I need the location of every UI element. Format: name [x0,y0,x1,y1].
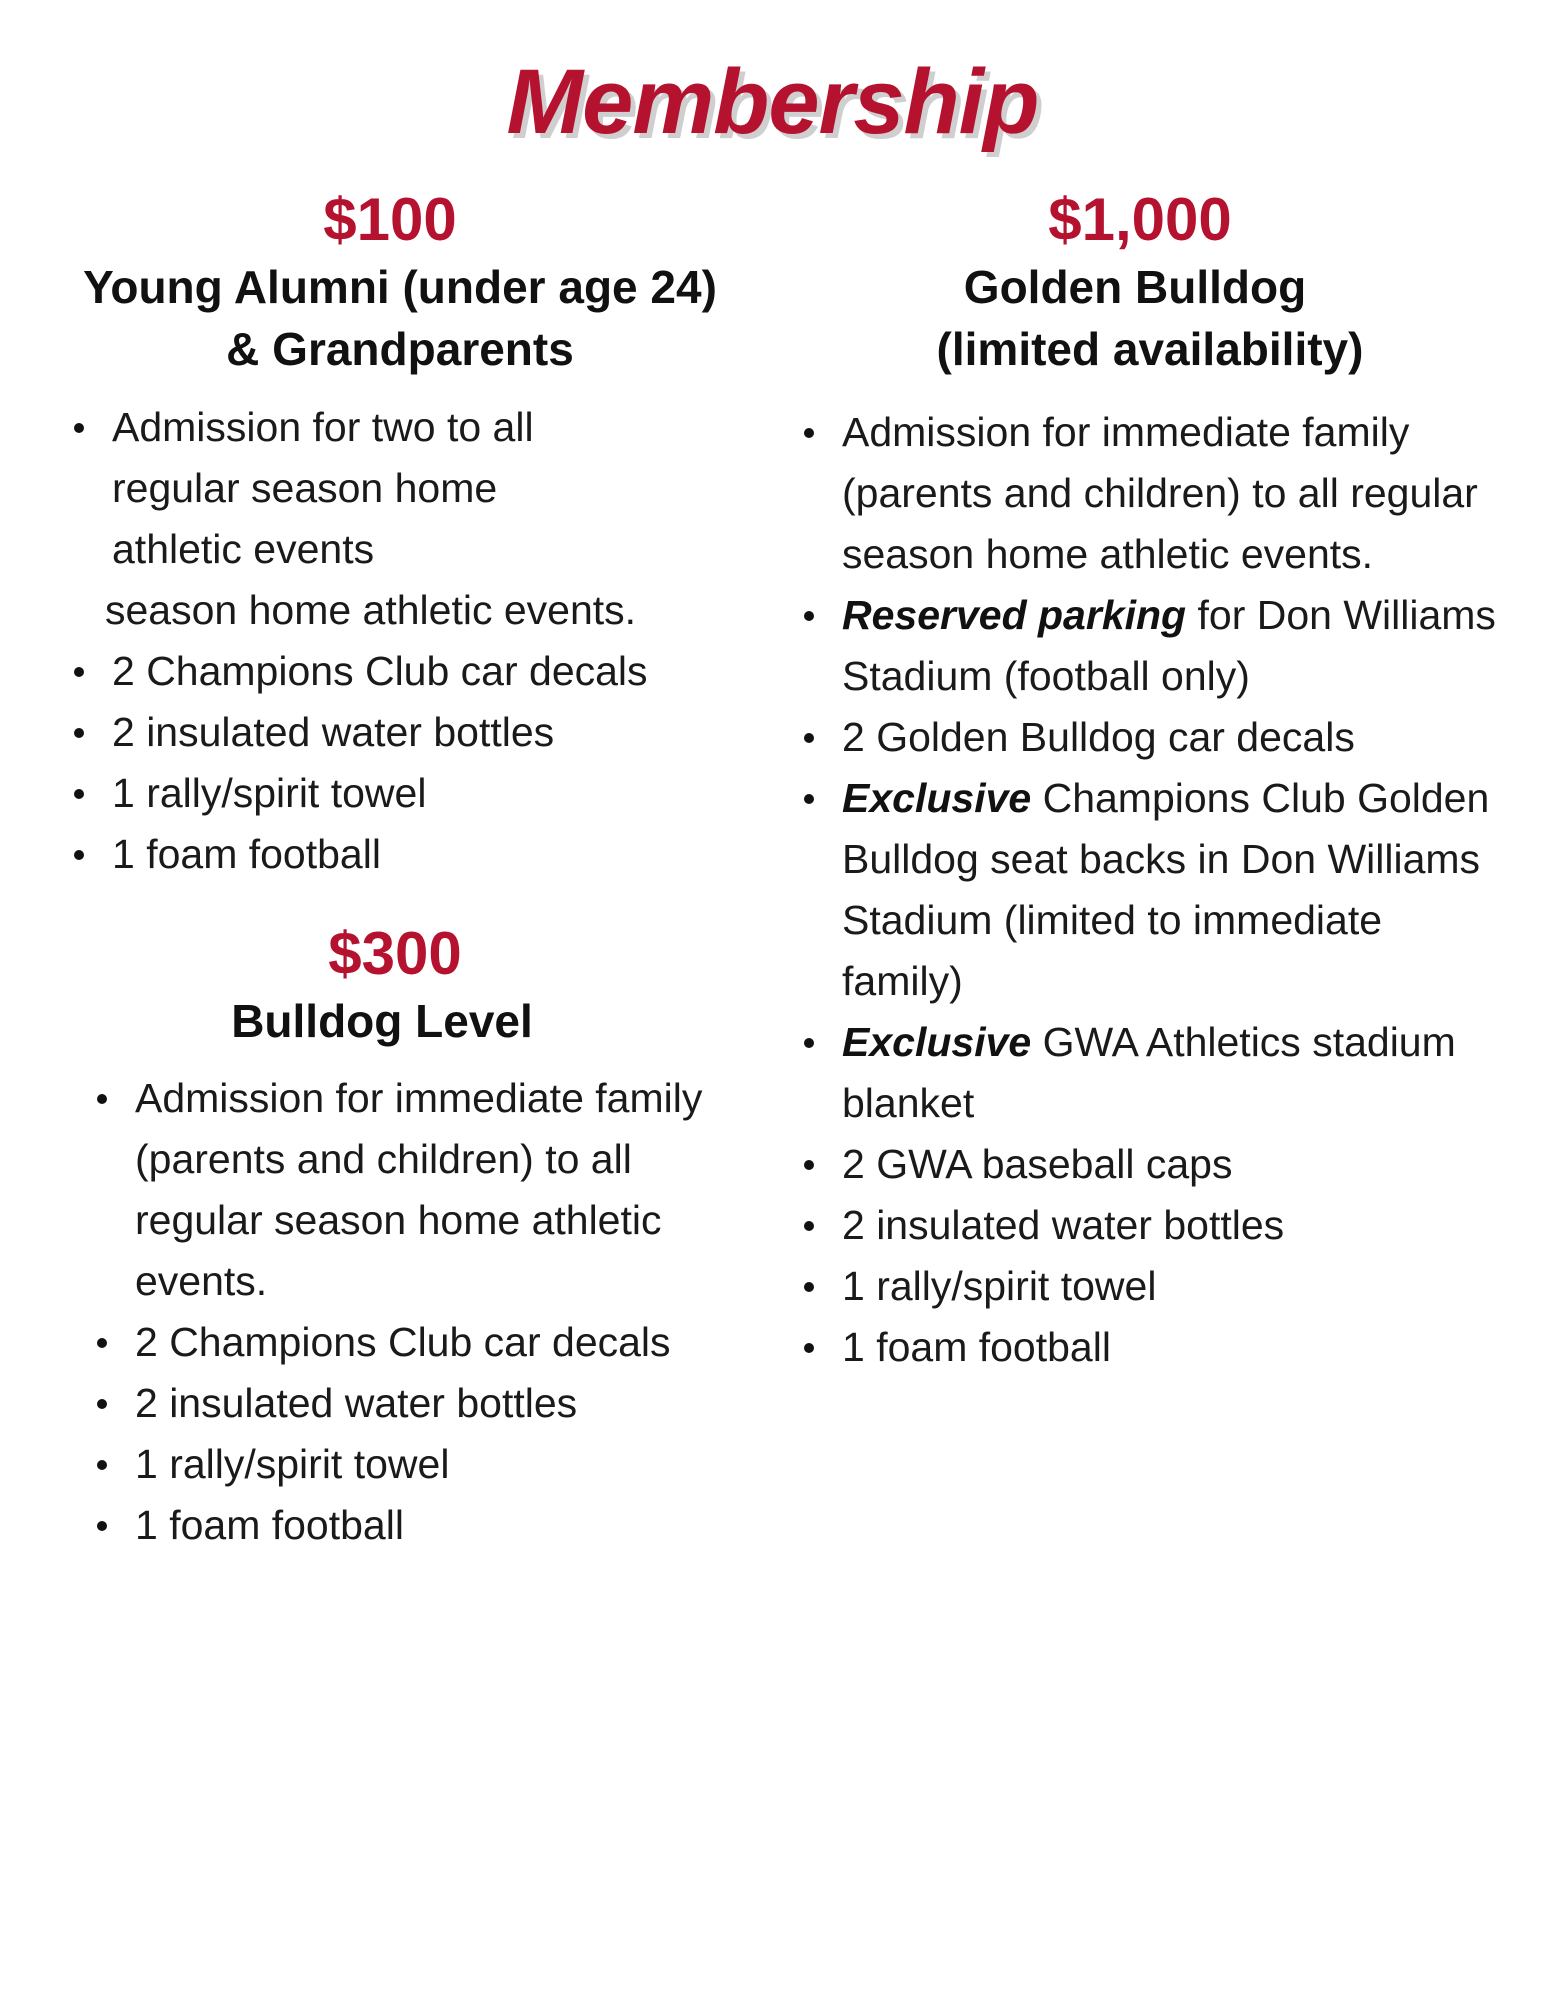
list-item [800,1012,1500,1134]
list-item: 1 rally/spirit towel [93,1434,753,1495]
tier-name-line2: & Grandparents [226,323,574,375]
perk-text: 2 Golden Bulldog car decals [842,714,1355,760]
perk-text: 2 GWA baseball caps [842,1141,1233,1187]
list-item: 1 foam football [93,1495,753,1556]
perk-text: 1 foam football [842,1324,1111,1370]
page-title: Membership [506,51,1039,153]
list-item: season home athletic events. [105,587,637,633]
tier-young-alumni [20,184,780,885]
perk-emphasis: Exclusive [842,1019,1032,1065]
tier-price: $300 [328,920,462,987]
perk-text: for Don Williams Stadium (football only) [842,592,1496,699]
list-item: Admission for immediate family (parents and children) to all regular season home athletic events. [93,1068,753,1312]
list-item: 2 Champions Club car decals [70,641,780,702]
perk-text: Champions Club Golden Bulldog seat backs in Don Williams Stadium (limited to immediate family) [842,775,1490,1004]
list-item: Admission for two to all [70,397,780,458]
list-item: 1 rally/spirit towel [70,763,780,824]
list-item [800,768,1500,1012]
list-item [800,1317,1500,1378]
tier-price: $100 [323,186,457,253]
list-item: 2 insulated water bottles [70,702,780,763]
perk-text: GWA Athletics stadium blanket [842,1019,1456,1126]
perk-text: 2 insulated water bottles [842,1202,1285,1248]
list-item: regular season home [112,465,498,511]
tier-name: Bulldog Level [231,995,533,1047]
tier-name: Golden Bulldog [963,261,1307,313]
tier-name-line2: (limited availability) [936,323,1364,375]
tier-name: Young Alumni (under age 24) [83,261,717,313]
perk-text: 1 rally/spirit towel [842,1263,1157,1309]
list-item [800,1134,1500,1195]
list-item: 2 insulated water bottles [93,1373,753,1434]
list-item [800,1256,1500,1317]
perk-list [93,1068,753,1556]
tier-golden-bulldog [800,184,1500,1378]
list-item: 2 Champions Club car decals [93,1312,753,1373]
list-item: 1 foam football [70,824,780,885]
perk-text: Admission for immediate family (parents and children) to all regular season home athletic events. [842,409,1478,577]
list-item [800,585,1500,707]
list-item [800,402,1500,585]
list-item [800,707,1500,768]
list-item: athletic events [112,526,375,572]
perk-list [70,397,780,885]
tier-bulldog-level [20,918,780,1556]
perk-emphasis: Exclusive [842,775,1032,821]
perk-emphasis: Reserved parking [842,592,1187,638]
list-item [800,1195,1500,1256]
tier-price: $1,000 [1048,186,1232,253]
perk-list [800,402,1500,1378]
